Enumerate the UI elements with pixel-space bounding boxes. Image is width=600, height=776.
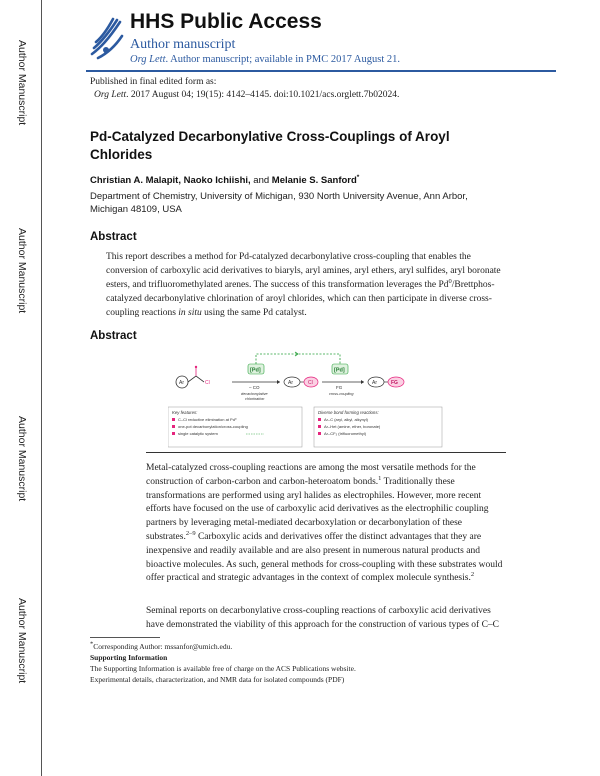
corr-mark: * — [90, 640, 94, 648]
abstract-heading: Abstract — [90, 231, 137, 243]
corr-text: Corresponding Author: mssanfor@umich.edu. — [93, 642, 233, 651]
hhs-eagle-logo-icon — [86, 14, 126, 62]
availability-text: . Author manuscript; available in PMC 2017 August 21. — [165, 54, 400, 65]
p1-ref-3: 2 — [470, 571, 475, 579]
citation-text: . 2017 August 04; 19(15): 4142–4145. doi:10.1021/acs.orglett.7b02024. — [126, 90, 400, 100]
p1-part-b: Traditionally these transformations are performed using aryl halides as electrophiles. However, more recent efforts have focused on the use of carboxylic acid derivatives as the electrophilic coupling partners by leveraging metal-mediated decarboxylation or decarbonylation of these substrates. — [146, 476, 489, 542]
abstract-in-situ: in situ — [178, 308, 202, 318]
key-item-3: single catalytic system — [178, 431, 218, 436]
abstract-part-b: /Brettphos-catalyzed decarbonylative chlorination of aroyl chlorides, which can then participate in diverse cross-coupling reactions — [106, 280, 495, 318]
abstract-text — [106, 250, 506, 320]
diverse-bullet-1 — [318, 418, 321, 421]
sidebar-label-3: Author Manuscript — [16, 416, 28, 502]
header-rule — [86, 70, 556, 72]
hhs-title: HHS Public Access — [130, 10, 322, 33]
author-and: and — [253, 175, 270, 186]
step1-label-b: chlorination — [245, 397, 265, 401]
product-structure — [368, 377, 404, 387]
aroyl-chloride-structure — [176, 366, 210, 388]
diverse-bullet-3 — [318, 432, 321, 435]
journal-name: Org Lett — [94, 90, 127, 100]
author-3: Melanie S. Sanford — [271, 175, 357, 186]
sidebar-label-1: Author Manuscript — [16, 40, 28, 126]
author-1: Christian A. Malapit — [90, 175, 179, 186]
key-bullet-2 — [172, 425, 175, 428]
fg-label: FG — [391, 380, 398, 386]
diverse-bullet-2 — [318, 425, 321, 428]
si-line-2: Experimental details, characterization, and NMR data for isolated compounds (PDF) — [90, 675, 345, 684]
pd-label-2: [Pd] — [334, 367, 345, 374]
key-item-2: one-pot decarbonylation/cross-coupling — [178, 424, 248, 429]
p1-ref-1: 1 — [378, 474, 382, 482]
published-line: Published in final edited form as: — [90, 77, 217, 87]
aryl-chloride-structure — [284, 377, 318, 387]
ar-label-2: Ar — [288, 380, 293, 386]
author-list: Christian A. Malapit, Naoko Ichiishi, and Melanie S. Sanford* — [90, 173, 360, 186]
graphical-abstract-figure — [168, 350, 453, 450]
article-title: Pd-Catalyzed Decarbonylative Cross-Couplings of Aroyl Chlorides — [90, 129, 450, 162]
arrow-1-head — [277, 380, 280, 384]
sidebar-label-2: Author Manuscript — [16, 228, 28, 314]
author-manuscript-label: Author manuscript — [130, 37, 236, 52]
co-loss-label: – CO — [249, 385, 260, 390]
sidebar — [0, 0, 42, 776]
p1-part-c: Carboxylic acids and derivatives offer the distinct advantages that they are inexpensive and readily available and are also present in numerous natural products and bioactive molecules. As such, general methods for cross-coupling with these substrates would offer practical and strategic advantages in the context of complex molecule synthesis. — [146, 531, 503, 584]
step2-label-b: cross-coupling — [329, 392, 354, 396]
p1-ref-2: 2–9 — [185, 529, 196, 537]
abstract-part-a: This report describes a method for Pd-catalyzed decarbonylative cross-coupling that enables the conversion of carboxylic acid derivatives to biaryls, aryl amines, aryl ethers, aryl sulfides, aryl boronate esters, and trifluoromethylated arenes. The success of this transformation leverages the Pd — [106, 252, 501, 290]
catalyst-loop-line — [256, 352, 340, 364]
author-2: Naoko Ichiishi — [183, 175, 249, 186]
abstract-part-c: using the same Pd catalyst. — [201, 308, 307, 318]
footnotes — [90, 641, 530, 685]
diverse-item-3: Ar–CF₃ (trifluoromethyl) — [324, 431, 367, 436]
corresponding-author — [90, 641, 530, 652]
arrow-2-head — [361, 380, 364, 384]
journal-short: Org Lett — [130, 54, 166, 65]
affiliation: Department of Chemistry, University of Michigan, 930 North University Avenue, Ann Arbor, Michigan 48109, USA — [90, 191, 468, 215]
body-paragraph-1 — [146, 462, 506, 586]
sidebar-rule — [41, 0, 42, 776]
pd-label-1: [Pd] — [250, 367, 261, 374]
key-features-title: Key features: — [172, 410, 198, 415]
key-bullet-1 — [172, 418, 175, 421]
body-paragraph-2: Seminal reports on decarbonylative cross-coupling reactions of carboxylic acid derivatives have demonstrated the viability of this approach for the construction of various types of C–C — [146, 606, 499, 630]
ar-label-1: Ar — [179, 380, 184, 386]
footnote-rule — [90, 637, 160, 638]
ar-label-3: Ar — [372, 380, 377, 386]
abstract-sup: 0 — [448, 277, 452, 285]
diverse-item-1: Ar–C (aryl, alkyl, alkynyl) — [324, 417, 369, 422]
key-item-1: C–Cl reductive elimination at Pd⁰ — [178, 417, 237, 422]
cl-label-2: Cl — [308, 380, 313, 386]
sidebar-label-4: Author Manuscript — [16, 598, 28, 684]
step1-label-a: decarbonylative — [241, 392, 268, 396]
key-bullet-3 — [172, 432, 175, 435]
citation-line — [90, 89, 399, 102]
p1-part-a: Metal-catalyzed cross-coupling reactions are among the most versatile methods for the construction of carbon-carbon and carbon-heteroatom bonds. — [146, 463, 476, 487]
publication-info — [90, 76, 399, 102]
graphical-abstract-heading: Abstract — [90, 330, 137, 342]
diverse-title: Diverse bond forming reactions: — [318, 410, 379, 415]
author-mark: * — [356, 173, 360, 181]
diverse-item-2: Ar–Het (amine, ether, boronate) — [324, 424, 381, 429]
availability-line — [130, 54, 400, 65]
si-title: Supporting Information — [90, 653, 168, 662]
header — [86, 12, 556, 72]
cl-label-1: Cl — [205, 380, 210, 386]
si-line-1: The Supporting Information is available free of charge on the ACS Publications website. — [90, 664, 356, 673]
step2-label-a: FG — [336, 385, 343, 390]
body-separator — [146, 452, 506, 453]
